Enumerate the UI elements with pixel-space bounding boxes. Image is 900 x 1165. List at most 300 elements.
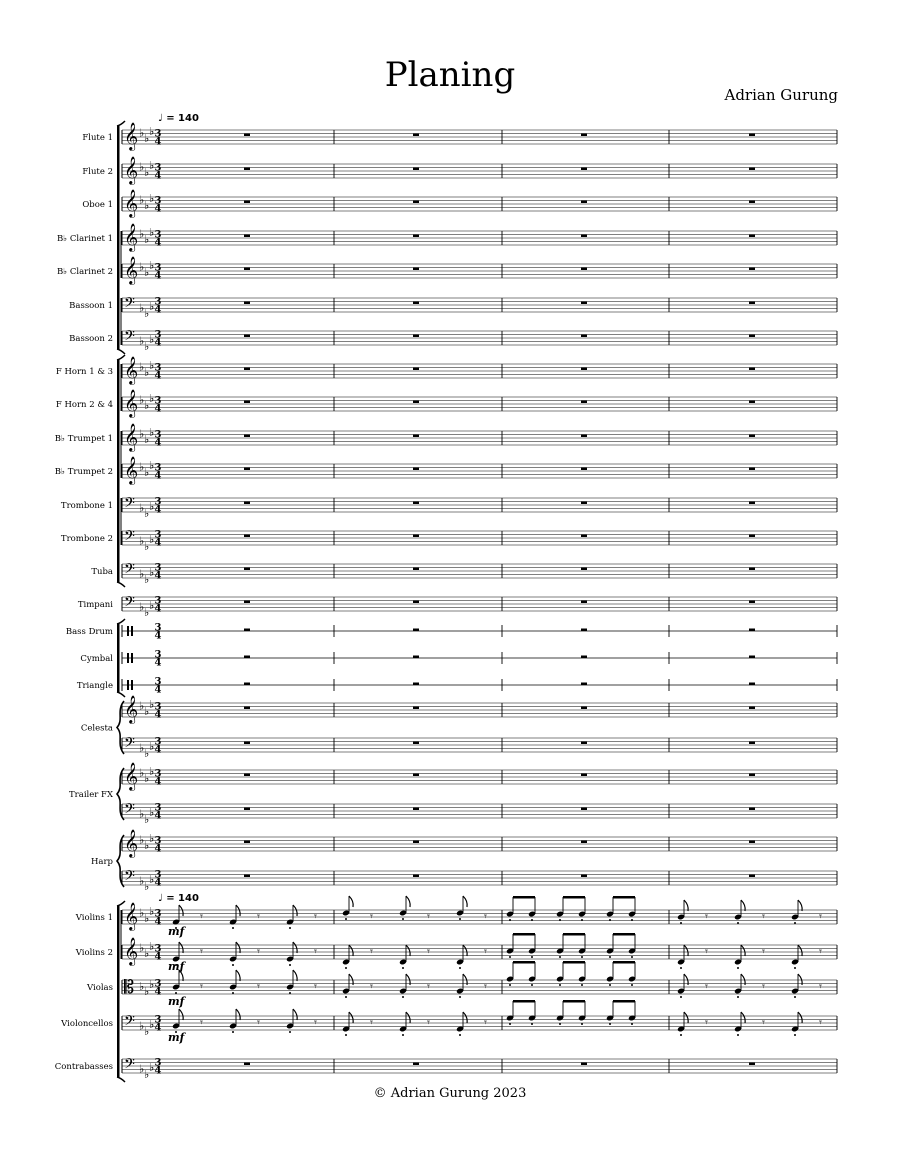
dynamic-marking: mf (168, 925, 185, 938)
whole-rest-icon (581, 502, 587, 505)
staccato-dot (794, 922, 796, 924)
whole-rest-icon (413, 568, 419, 571)
whole-rest-icon (749, 134, 755, 137)
flat-icon: ♭ (139, 941, 145, 955)
flat-icon: ♭ (144, 507, 150, 520)
flat-icon: ♭ (139, 360, 145, 374)
whole-rest-icon (413, 201, 419, 204)
brass-bracket (117, 582, 125, 587)
flat-icon: ♭ (139, 906, 145, 920)
eighth-rest-icon: 𝄾 (370, 980, 373, 993)
whole-rest-icon (581, 656, 587, 659)
strings-bracket (117, 1077, 125, 1082)
eighth-flag (684, 900, 688, 911)
whole-rest-icon (244, 302, 250, 305)
flat-icon: ♭ (144, 573, 150, 586)
eighth-flag (293, 942, 297, 953)
flat-icon: ♭ (149, 159, 155, 172)
staccato-dot (232, 1031, 234, 1033)
eighth-flag (179, 1009, 183, 1020)
time-signature-denominator: 4 (154, 1022, 162, 1034)
flat-icon: ♭ (149, 300, 155, 313)
instrument-label: F Horn 1 & 3 (55, 367, 113, 377)
whole-rest-icon (413, 134, 419, 137)
flat-icon: ♭ (149, 1061, 155, 1074)
time-signature-numerator: 3 (154, 908, 162, 920)
whole-rest-icon (749, 535, 755, 538)
whole-rest-icon (581, 302, 587, 305)
whole-rest-icon (749, 468, 755, 471)
time-signature-denominator: 4 (154, 370, 162, 382)
time-signature-denominator: 4 (154, 203, 162, 215)
staccato-dot (175, 992, 177, 994)
time-signature-numerator: 3 (154, 1014, 162, 1026)
whole-rest-icon (244, 707, 250, 710)
whole-rest-icon (581, 808, 587, 811)
instrument-label: Trombone 1 (60, 501, 113, 511)
dynamic-marking: mf (168, 960, 185, 973)
flat-icon: ♭ (149, 459, 155, 472)
whole-rest-icon (749, 808, 755, 811)
time-signature-numerator: 3 (154, 329, 162, 341)
eighth-rest-icon: 𝄾 (484, 945, 487, 958)
flat-icon: ♭ (144, 1025, 150, 1038)
percussion-clef-icon (127, 653, 129, 663)
eighth-flag (236, 942, 240, 953)
staccato-dot (631, 984, 633, 986)
flat-icon: ♭ (139, 1019, 145, 1033)
staccato-dot (459, 996, 461, 998)
whole-rest-icon (413, 742, 419, 745)
time-signature-denominator: 4 (154, 744, 162, 756)
whole-rest-icon (581, 1063, 587, 1066)
eighth-rest-icon: 𝄾 (484, 910, 487, 923)
time-signature-denominator: 4 (154, 570, 162, 582)
time-signature-denominator: 4 (154, 951, 162, 963)
bass-clef-icon: 𝄢 (124, 528, 135, 548)
whole-rest-icon (581, 707, 587, 710)
staccato-dot (345, 967, 347, 969)
staccato-dot (232, 964, 234, 966)
whole-rest-icon (244, 502, 250, 505)
time-signature-numerator: 3 (154, 128, 162, 140)
flat-icon: ♭ (149, 599, 155, 612)
flat-icon: ♭ (144, 199, 150, 212)
eighth-flag (349, 945, 353, 956)
whole-rest-icon (749, 502, 755, 505)
whole-rest-icon (244, 201, 250, 204)
flat-icon: ♭ (149, 1018, 155, 1031)
eighth-rest-icon: 𝄾 (370, 910, 373, 923)
flat-icon: ♭ (149, 125, 155, 138)
flat-icon: ♭ (139, 766, 145, 780)
flat-icon: ♭ (139, 126, 145, 140)
staccato-dot (631, 919, 633, 921)
flat-icon: ♭ (144, 1068, 150, 1081)
flat-icon: ♭ (149, 806, 155, 819)
time-signature-numerator: 3 (154, 362, 162, 374)
whole-rest-icon (749, 841, 755, 844)
whole-rest-icon (244, 401, 250, 404)
harp-brace (117, 835, 124, 887)
eighth-rest-icon: 𝄾 (427, 910, 430, 923)
score-title: Planing (384, 55, 516, 95)
whole-rest-icon (244, 683, 250, 686)
eighth-flag (741, 945, 745, 956)
instrument-label: B♭ Trumpet 1 (54, 434, 113, 444)
note-beam (513, 1000, 535, 1003)
whole-rest-icon (581, 201, 587, 204)
bass-clef-icon: 𝄢 (124, 1013, 135, 1033)
whole-rest-icon (413, 268, 419, 271)
eighth-flag (293, 970, 297, 981)
whole-rest-icon (749, 629, 755, 632)
staccato-dot (680, 922, 682, 924)
flat-icon: ♭ (144, 466, 150, 479)
eighth-rest-icon: 𝄾 (762, 945, 765, 958)
eighth-rest-icon: 𝄾 (705, 945, 708, 958)
flat-icon: ♭ (144, 266, 150, 279)
whole-rest-icon (581, 268, 587, 271)
flat-icon: ♭ (149, 740, 155, 753)
time-signature-denominator: 4 (154, 709, 162, 721)
staccato-dot (531, 984, 533, 986)
whole-rest-icon (749, 774, 755, 777)
eighth-flag (406, 1012, 410, 1023)
bass-clef-icon: 𝄢 (124, 868, 135, 888)
instrument-label: Violins 1 (75, 913, 113, 923)
whole-rest-icon (244, 335, 250, 338)
whole-rest-icon (749, 401, 755, 404)
treble-clef-icon: 𝄞 (124, 389, 139, 417)
whole-rest-icon (244, 1063, 250, 1066)
treble-clef-icon: 𝄞 (124, 256, 139, 284)
flat-icon: ♭ (144, 340, 150, 353)
flat-icon: ♭ (144, 366, 150, 379)
staccato-dot (609, 984, 611, 986)
staccato-dot (581, 1023, 583, 1025)
flat-icon: ♭ (139, 193, 145, 207)
whole-rest-icon (581, 774, 587, 777)
flat-icon: ♭ (149, 940, 155, 953)
flat-icon: ♭ (144, 433, 150, 446)
whole-rest-icon (749, 368, 755, 371)
eighth-rest-icon: 𝄾 (819, 1016, 822, 1029)
staccato-dot (559, 984, 561, 986)
strings-bracket (117, 906, 120, 1077)
flat-icon: ♭ (149, 259, 155, 272)
instrument-label: Violoncellos (61, 1019, 113, 1029)
whole-rest-icon (244, 468, 250, 471)
flat-icon: ♭ (149, 426, 155, 439)
time-signature-numerator: 3 (154, 529, 162, 541)
percussion-bracket (117, 624, 120, 692)
whole-rest-icon (581, 368, 587, 371)
whole-rest-icon (749, 335, 755, 338)
treble-clef-icon: 𝄞 (124, 423, 139, 451)
whole-rest-icon (244, 268, 250, 271)
dynamic-marking: mf (168, 995, 185, 1008)
flat-icon: ♭ (144, 606, 150, 619)
eighth-rest-icon: 𝄾 (762, 910, 765, 923)
brass-bracket (117, 360, 120, 582)
staccato-dot (609, 956, 611, 958)
whole-rest-icon (749, 656, 755, 659)
eighth-rest-icon: 𝄾 (257, 910, 260, 923)
note-beam (613, 896, 635, 899)
note-beam (613, 933, 635, 936)
time-signature-numerator: 3 (154, 649, 162, 661)
eighth-rest-icon: 𝄾 (427, 980, 430, 993)
treble-clef-icon: 𝄞 (124, 189, 139, 217)
whole-rest-icon (413, 656, 419, 659)
whole-rest-icon (749, 601, 755, 604)
staccato-dot (289, 1031, 291, 1033)
treble-clef-icon: 𝄞 (124, 456, 139, 484)
time-signature-denominator: 4 (154, 403, 162, 415)
time-signature-denominator: 4 (154, 630, 162, 642)
whole-rest-icon (581, 168, 587, 171)
note-beam (513, 896, 535, 899)
note-beam (563, 961, 585, 964)
eighth-rest-icon: 𝄾 (257, 945, 260, 958)
eighth-flag (236, 905, 240, 916)
flat-icon: ♭ (149, 832, 155, 845)
flat-icon: ♭ (144, 747, 150, 760)
instrument-label: Trailer FX (69, 790, 113, 800)
instrument-label: B♭ Clarinet 2 (56, 267, 113, 277)
time-signature-numerator: 3 (154, 701, 162, 713)
whole-rest-icon (581, 468, 587, 471)
time-signature-denominator: 4 (154, 304, 162, 316)
flat-icon: ♭ (149, 765, 155, 778)
staccato-dot (680, 996, 682, 998)
whole-rest-icon (581, 875, 587, 878)
whole-rest-icon (413, 235, 419, 238)
staccato-dot (289, 964, 291, 966)
eighth-flag (236, 1009, 240, 1020)
bass-clef-icon: 𝄢 (124, 328, 135, 348)
whole-rest-icon (413, 335, 419, 338)
whole-rest-icon (413, 808, 419, 811)
eighth-flag (463, 896, 467, 907)
time-signature-denominator: 4 (154, 1065, 162, 1077)
flat-icon: ♭ (139, 874, 145, 888)
note-beam (513, 933, 535, 936)
flat-icon: ♭ (144, 912, 150, 925)
treble-clef-icon: 𝄞 (124, 937, 139, 965)
woodwinds-bracket (117, 349, 125, 354)
whole-rest-icon (244, 568, 250, 571)
time-signature-denominator: 4 (154, 684, 162, 696)
whole-rest-icon (413, 774, 419, 777)
whole-rest-icon (581, 601, 587, 604)
instrument-label: Oboe 1 (82, 200, 113, 210)
staccato-dot (402, 996, 404, 998)
time-signature-numerator: 3 (154, 195, 162, 207)
flat-icon: ♭ (144, 880, 150, 893)
eighth-flag (349, 1012, 353, 1023)
eighth-flag (684, 945, 688, 956)
flat-icon: ♭ (139, 301, 145, 315)
whole-rest-icon (413, 601, 419, 604)
time-signature-numerator: 3 (154, 802, 162, 814)
eighth-rest-icon: 𝄾 (427, 1016, 430, 1029)
whole-rest-icon (244, 841, 250, 844)
staccato-dot (559, 956, 561, 958)
time-signature-denominator: 4 (154, 986, 162, 998)
bass-clef-icon: 𝄢 (124, 295, 135, 315)
flat-icon: ♭ (144, 839, 150, 852)
whole-rest-icon (413, 435, 419, 438)
whole-rest-icon (749, 1063, 755, 1066)
time-signature-numerator: 3 (154, 768, 162, 780)
bass-clef-icon: 𝄢 (124, 594, 135, 614)
staccato-dot (459, 918, 461, 920)
instrument-label: Timpani (77, 600, 113, 610)
instrument-label: B♭ Trumpet 2 (54, 467, 113, 477)
eighth-rest-icon: 𝄾 (257, 980, 260, 993)
flat-icon: ♭ (139, 567, 145, 581)
flat-icon: ♭ (149, 226, 155, 239)
whole-rest-icon (581, 235, 587, 238)
flat-icon: ♭ (144, 132, 150, 145)
time-signature-numerator: 3 (154, 869, 162, 881)
whole-rest-icon (581, 683, 587, 686)
eighth-flag (741, 900, 745, 911)
staccato-dot (609, 1023, 611, 1025)
staccato-dot (737, 967, 739, 969)
flat-icon: ♭ (139, 260, 145, 274)
time-signature-numerator: 3 (154, 943, 162, 955)
flat-icon: ♭ (144, 540, 150, 553)
time-signature-numerator: 3 (154, 1057, 162, 1069)
whole-rest-icon (244, 435, 250, 438)
instrument-label: Bass Drum (65, 627, 113, 637)
eighth-rest-icon: 𝄾 (705, 980, 708, 993)
whole-rest-icon (413, 875, 419, 878)
flat-icon: ♭ (139, 427, 145, 441)
flat-icon: ♭ (144, 947, 150, 960)
flat-icon: ♭ (149, 978, 155, 991)
time-signature-denominator: 4 (154, 337, 162, 349)
whole-rest-icon (749, 235, 755, 238)
note-beam (513, 961, 535, 964)
eighth-rest-icon: 𝄾 (484, 1016, 487, 1029)
time-signature-denominator: 4 (154, 237, 162, 249)
whole-rest-icon (749, 302, 755, 305)
whole-rest-icon (413, 707, 419, 710)
percussion-clef-icon (131, 653, 133, 663)
whole-rest-icon (244, 808, 250, 811)
instrument-label: Violins 2 (75, 948, 113, 958)
whole-rest-icon (581, 401, 587, 404)
eighth-rest-icon: 𝄾 (200, 910, 203, 923)
treble-clef-icon: 𝄞 (124, 695, 139, 723)
flat-icon: ♭ (139, 227, 145, 241)
flat-icon: ♭ (139, 501, 145, 515)
time-signature-numerator: 3 (154, 496, 162, 508)
whole-rest-icon (244, 774, 250, 777)
flat-icon: ♭ (144, 399, 150, 412)
whole-rest-icon (749, 568, 755, 571)
whole-rest-icon (749, 201, 755, 204)
whole-rest-icon (413, 683, 419, 686)
staccato-dot (289, 927, 291, 929)
percussion-clef-icon (127, 626, 129, 636)
staccato-dot (345, 918, 347, 920)
staccato-dot (794, 996, 796, 998)
eighth-flag (236, 970, 240, 981)
time-signature-numerator: 3 (154, 595, 162, 607)
flat-icon: ♭ (139, 160, 145, 174)
treble-clef-icon: 𝄞 (124, 122, 139, 150)
eighth-rest-icon: 𝄾 (314, 910, 317, 923)
flat-icon: ♭ (144, 772, 150, 785)
treble-clef-icon: 𝄞 (124, 156, 139, 184)
time-signature-numerator: 3 (154, 978, 162, 990)
whole-rest-icon (749, 742, 755, 745)
flat-icon: ♭ (149, 333, 155, 346)
eighth-rest-icon: 𝄾 (427, 945, 430, 958)
composer-name: Adrian Gurung (724, 86, 838, 104)
alto-clef-icon: 𝄡 (124, 977, 135, 998)
whole-rest-icon (413, 629, 419, 632)
time-signature-numerator: 3 (154, 429, 162, 441)
eighth-flag (463, 1012, 467, 1023)
eighth-flag (684, 1012, 688, 1023)
instrument-label: Harp (91, 857, 113, 867)
time-signature-numerator: 3 (154, 562, 162, 574)
eighth-flag (463, 945, 467, 956)
eighth-rest-icon: 𝄾 (705, 1016, 708, 1029)
eighth-rest-icon: 𝄾 (314, 945, 317, 958)
eighth-rest-icon: 𝄾 (762, 980, 765, 993)
staccato-dot (232, 992, 234, 994)
whole-rest-icon (413, 468, 419, 471)
flat-icon: ♭ (139, 334, 145, 348)
whole-rest-icon (244, 168, 250, 171)
eighth-flag (179, 905, 183, 916)
staccato-dot (509, 956, 511, 958)
eighth-flag (798, 945, 802, 956)
whole-rest-icon (413, 502, 419, 505)
flat-icon: ♭ (139, 460, 145, 474)
instrument-label: Violas (87, 983, 113, 993)
staccato-dot (737, 996, 739, 998)
whole-rest-icon (749, 707, 755, 710)
time-signature-numerator: 3 (154, 162, 162, 174)
flat-icon: ♭ (139, 1062, 145, 1076)
eighth-flag (349, 896, 353, 907)
instrument-label: Trombone 2 (60, 534, 113, 544)
staccato-dot (531, 1023, 533, 1025)
instrument-label: Flute 1 (82, 133, 113, 143)
whole-rest-icon (749, 435, 755, 438)
flat-icon: ♭ (149, 500, 155, 513)
flat-icon: ♭ (144, 307, 150, 320)
time-signature-denominator: 4 (154, 657, 162, 669)
staccato-dot (737, 922, 739, 924)
whole-rest-icon (413, 535, 419, 538)
time-signature-denominator: 4 (154, 776, 162, 788)
treble-clef-icon: 𝄞 (124, 762, 139, 790)
note-beam (563, 1000, 585, 1003)
flat-icon: ♭ (139, 980, 145, 993)
percussion-clef-icon (131, 680, 133, 690)
time-signature-numerator: 3 (154, 296, 162, 308)
whole-rest-icon (581, 535, 587, 538)
